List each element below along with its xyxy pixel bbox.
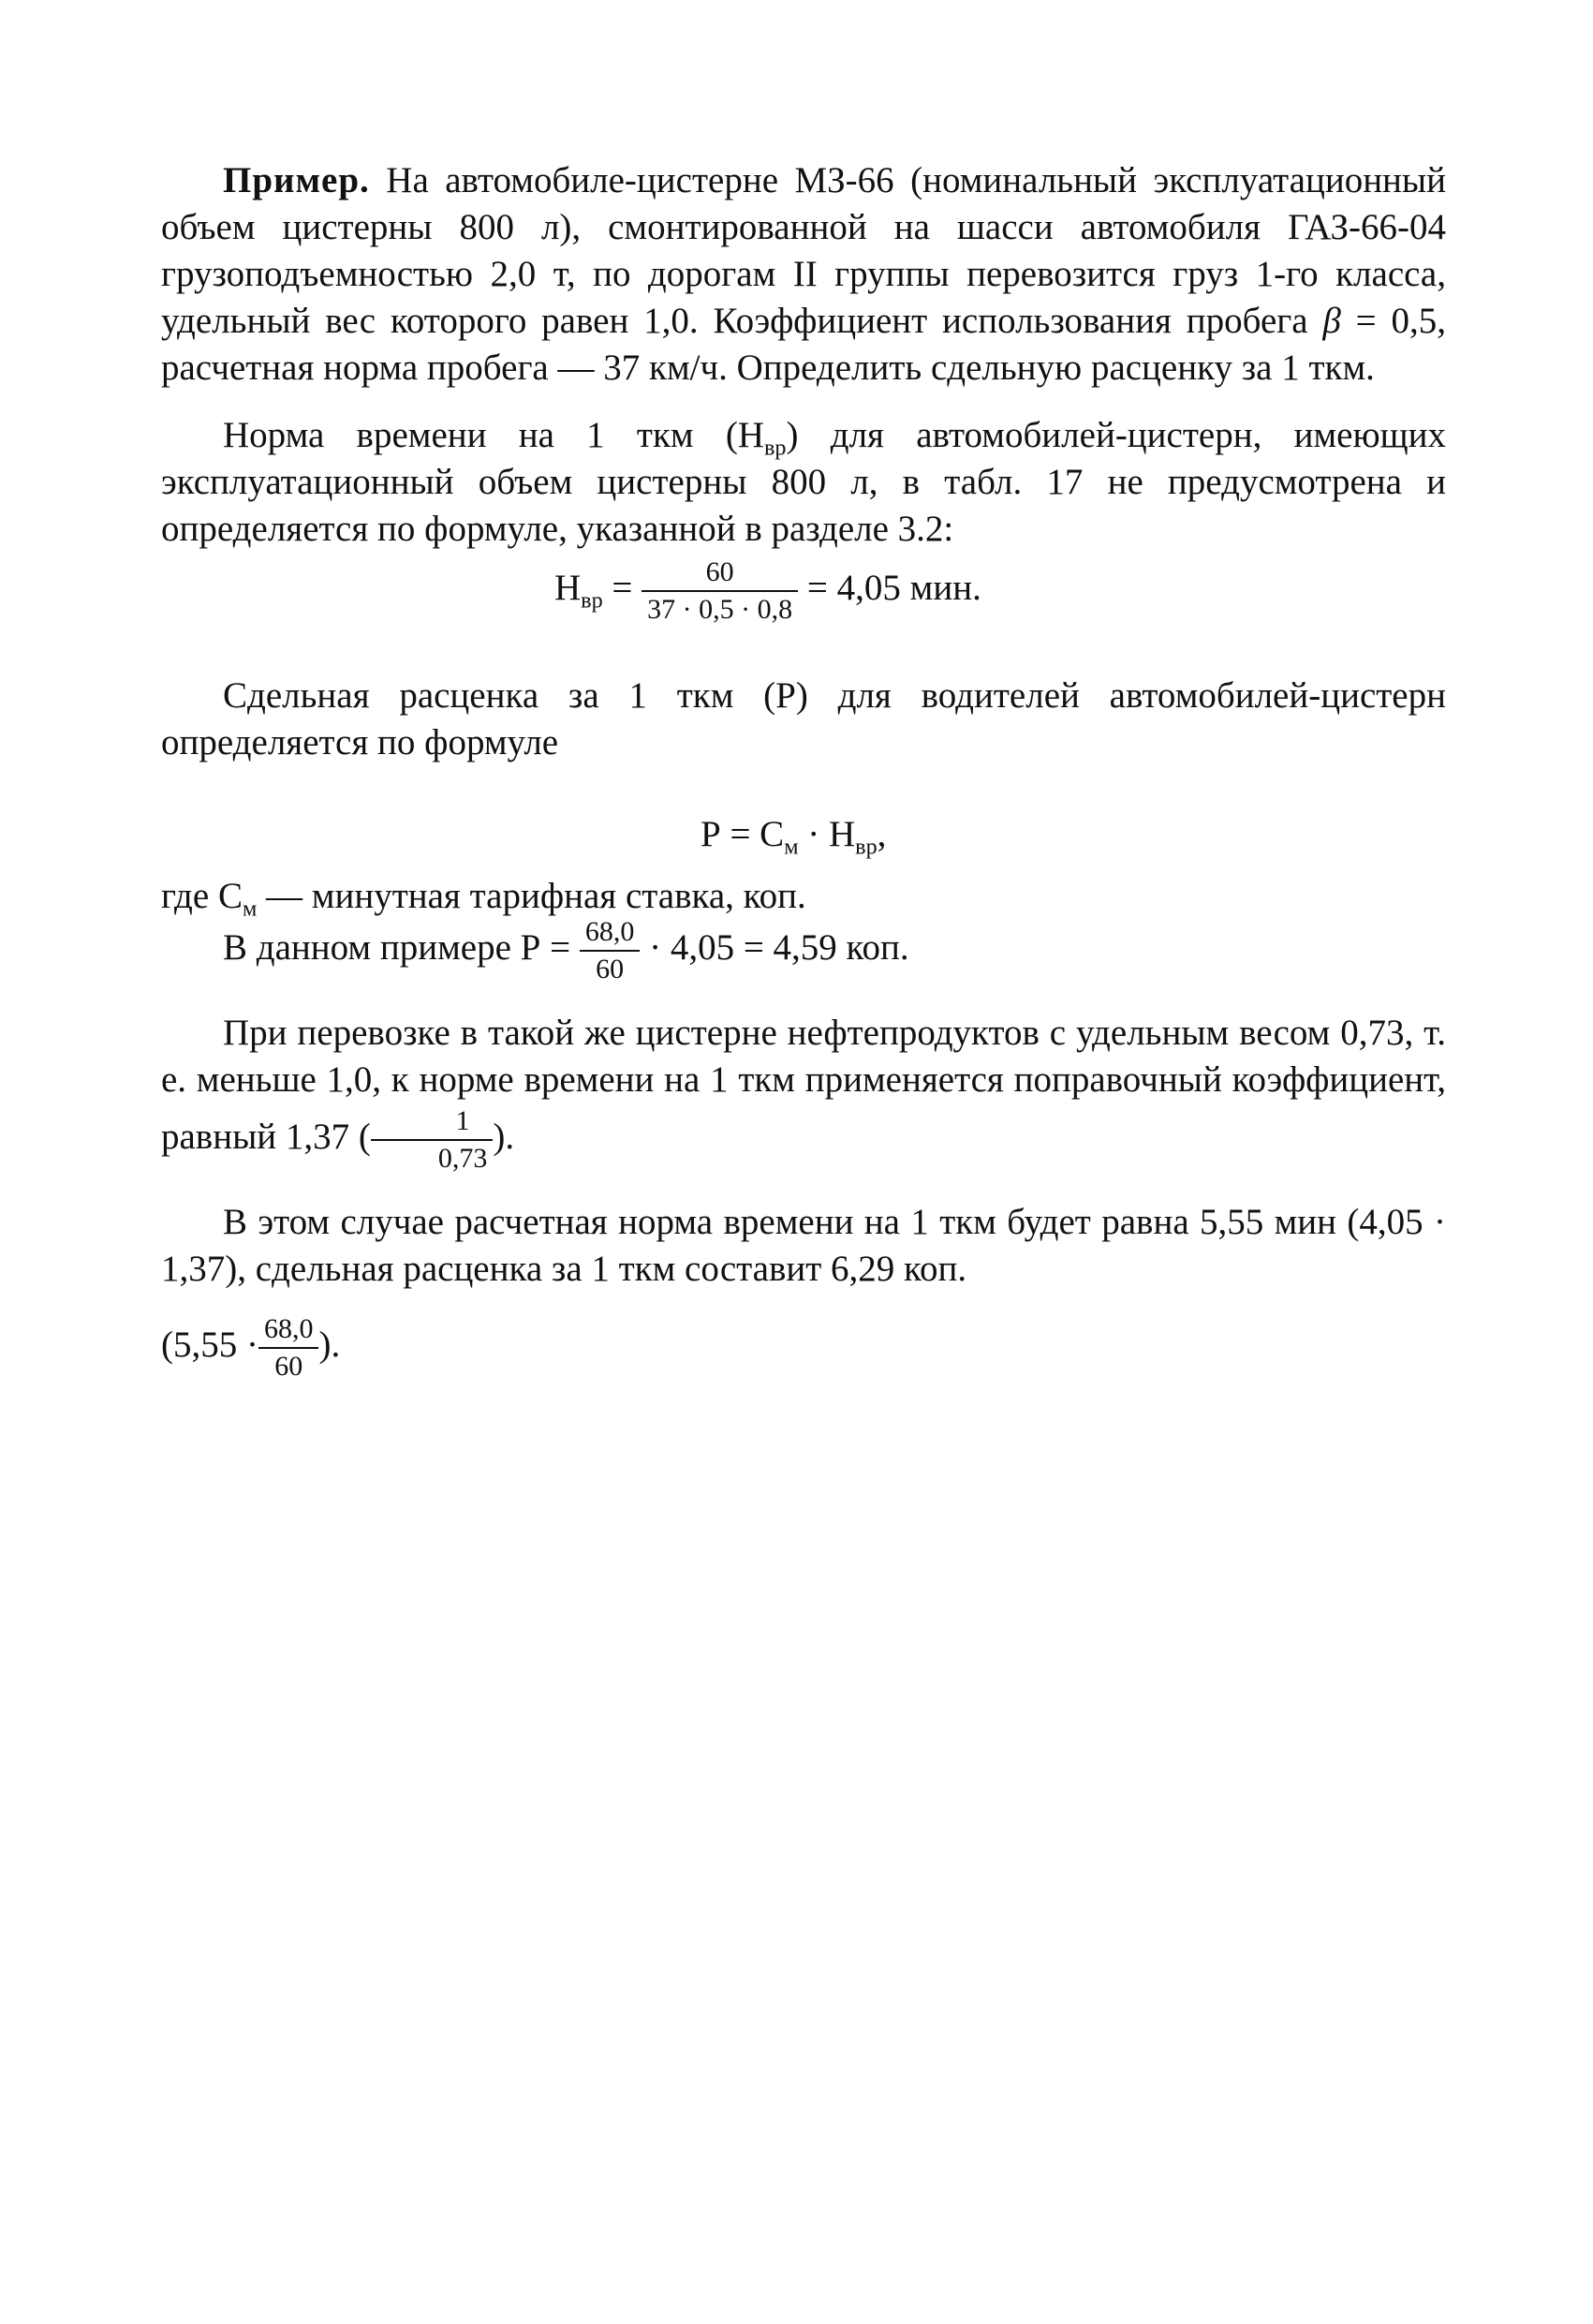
correction-text: При перевозке в такой же цистерне нефтепродуктов с удельным весом 0,73, т. е. меньше 1,0, к норме времени на 1 ткм применяется поправочный коэффициент, равный 1,37 ( bbox=[161, 1013, 1446, 1157]
where-sub: м bbox=[242, 896, 258, 922]
norm-text-b: ) для автомобилей-цистерн, имеющих эксплуатационный объем цистерны 800 л, в табл. 17 не предусмотрена и определяется по формуле, указанной в разделе 3.2: bbox=[161, 415, 1446, 549]
correction-paragraph bbox=[161, 1010, 1446, 1177]
norm-subscript: вр bbox=[764, 435, 787, 461]
example-lead: Пример. bbox=[223, 160, 370, 200]
formula-case bbox=[161, 1311, 340, 1384]
formula1-denominator: 37 · 0,5 · 0,8 bbox=[647, 594, 793, 625]
case-numerator: 68,0 bbox=[263, 1313, 314, 1344]
formula2-sub1: м bbox=[784, 834, 799, 860]
formula3-lead: В данном примере Р = bbox=[223, 926, 571, 968]
formula2-lhs: Р = С bbox=[701, 814, 785, 854]
norm-text-a: Норма времени на 1 ткм (Н bbox=[223, 415, 765, 455]
formula-norm-time bbox=[554, 555, 981, 628]
formula1-fraction bbox=[642, 555, 798, 628]
formula3-fraction bbox=[580, 914, 641, 987]
case-paragraph: В этом случае расчетная норма времени на 1 ткм будет равна 5,55 мин (4,05 · 1,37), сдельная расценка за 1 ткм составит 6,29 коп. bbox=[161, 1202, 1446, 1289]
formula2-sub2: вр bbox=[855, 834, 878, 860]
example-text-tail: = 0,5, расчетная норма пробега — 37 км/ч. Определить сдельную расценку за 1 ткм. bbox=[161, 301, 1447, 388]
correction-denominator: 0,73 bbox=[437, 1143, 488, 1174]
formula3-denominator: 60 bbox=[596, 954, 625, 984]
example-text: На автомобиле-цистерне МЗ-66 (номинальный эксплуатационный объем цистерны 800 л), смонтированной на шасси автомобиля ГАЗ-66-04 грузоподъемностью 2,0 т, по дорогам II группы перевозится груз 1-го класса, удельный вес которого равен 1,0. Коэффициент использования пробега bbox=[161, 160, 1447, 341]
formula1-numerator: 60 bbox=[705, 556, 734, 587]
example-paragraph bbox=[161, 157, 1446, 392]
where-line bbox=[161, 873, 806, 920]
case-fraction bbox=[258, 1311, 319, 1384]
correction-numerator: 1 bbox=[455, 1105, 470, 1136]
formula-piece-rate bbox=[701, 811, 886, 858]
formula1-lhs-sub: вр bbox=[581, 587, 603, 614]
case-open: (5,55 · bbox=[161, 1324, 258, 1365]
case-close: ). bbox=[318, 1324, 341, 1365]
formula2-tail: , bbox=[877, 814, 887, 854]
formula3-numerator: 68,0 bbox=[584, 916, 635, 947]
formula-example bbox=[223, 914, 909, 987]
correction-fraction bbox=[371, 1103, 494, 1177]
where-a: где С bbox=[161, 876, 243, 916]
rate-paragraph: Сдельная расценка за 1 ткм (Р) для водителей автомобилей-цистерн определяется по формуле bbox=[161, 675, 1446, 762]
case-denominator: 60 bbox=[274, 1351, 303, 1382]
formula1-lhs: Н bbox=[554, 567, 582, 608]
formula1-eq: = bbox=[612, 567, 633, 608]
formula3-rhs: · 4,05 = 4,59 коп. bbox=[649, 926, 909, 968]
formula1-rhs: = 4,05 мин. bbox=[806, 567, 981, 608]
correction-tail: ). bbox=[493, 1116, 515, 1157]
norm-paragraph bbox=[161, 412, 1446, 553]
formula2-mid: · Н bbox=[798, 814, 856, 854]
where-b: — минутная тарифная ставка, коп. bbox=[257, 876, 806, 916]
beta-symbol: β bbox=[1322, 301, 1341, 341]
